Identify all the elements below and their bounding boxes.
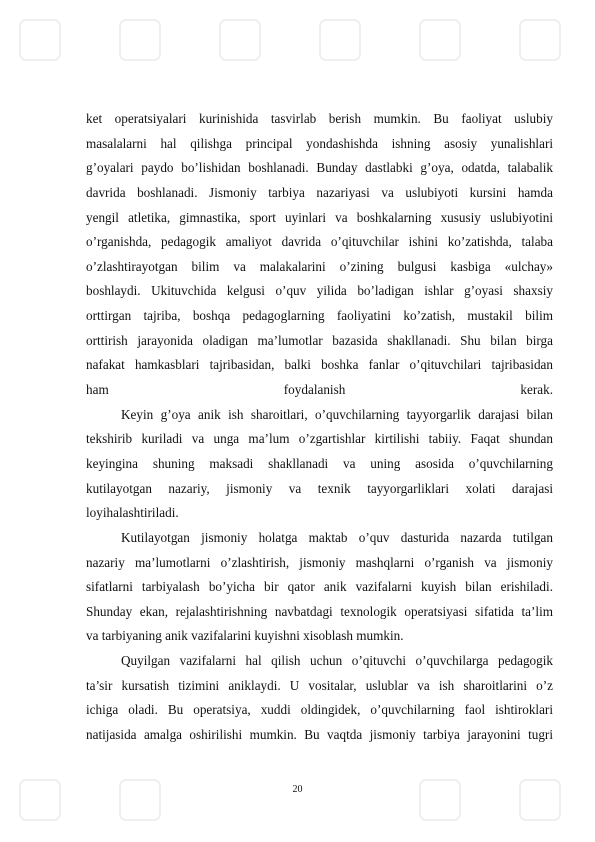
text-line: yengil atletika, gimnastika, sport uyinlari va boshkalarning xususiy uslubiyotini [86,209,553,225]
text-line: ta’sir kursatish tizimini aniklaydi. U vositalar, uslublar va ish sharoitlarini o’z [86,677,553,693]
text-line: Quyilgan vazifalarni hal qilish uchun o’qituvchi o’quvchilarga pedagogik [121,653,553,669]
text-line: Kutilayotgan jismoniy holatga maktab o’quv dasturida nazarda tutilgan [121,529,553,545]
text-line: orttirgan tajriba, boshqa pedagoglarning faoliyatini ko’zatish, mustakil bilim [86,308,553,324]
text-line: nazariy ma’lumotlarni o’zlashtirish, jismoniy mashqlarni o’rganish va jismoniy [86,554,553,570]
text-line: nafakat hamkasblari tajribasidan, balki boshka fanlar o’qituvchilari tajribasidan [86,357,553,373]
text-line: natijasida amalga oshirilishi mumkin. Bu vaqtda jismoniy tarbiya jarayonini tugri [86,727,553,743]
text-line: sifatlarni tarbiyalash bo’yicha bir qator anik vazifalarni kuyish bilan erishiladi. [86,579,553,595]
text-line: ket operatsiyalari kurinishida tasvirlab berish mumkin. Bu faoliyat uslubiy [86,111,553,126]
text-line: loyihalashtiriladi. [86,505,179,521]
text-line: g’oyalari paydo bo’lishidan boshlanadi. Bunday dastlabki g’oya, odatda, talabalik [86,160,553,176]
page-number: 20 [292,784,303,795]
text-line: kutilayotgan nazariy, jismoniy va texnik tayyorgarliklari xolati darajasi [86,480,553,496]
document-body [86,107,553,748]
text-line: ichiga oladi. Bu operatsiya, xuddi oldingidek, o’quvchilarning faol ishtiroklari [86,702,553,718]
text-line: ham foydalanish kerak. [86,382,553,398]
text-line: keyingina shuning maksadi shakllanadi va uning asosida o’quvchilarning [86,455,553,471]
text-line: masalalarni hal qilishga principal yondashishda ishning asosiy yunalishlari [86,135,553,151]
text-line: va tarbiyaning anik vazifalarini kuyishni xisoblash mumkin. [86,628,404,644]
text-line: tekshirib kuriladi va unga ma’lum o’zgartishlar kirtilishi tabiiy. Faqat shundan [86,431,553,447]
text-line: o’rganishda, pedagogik amaliyot davrida o’qituvchilar ishini ko’zatishda, talaba [86,234,553,250]
text-line: o’zlashtirayotgan bilim va malakalarini o’zining bulgusi kasbiga «ulchay» [86,258,553,274]
text-line: Keyin g’oya anik ish sharoitlari, o’quvchilarning tayyorgarlik darajasi bilan [121,406,553,422]
text-line: orttirish jarayonida oladigan ma’lumotlar bazasida shakllanadi. Shu bilan birga [86,332,553,348]
text-line: Shunday ekan, rejalashtirishning navbatdagi texnologik operatsiyasi sifatida ta’lim [86,603,553,619]
text-line: davrida boshlanadi. Jismoniy tarbiya nazariyasi va uslubiyoti kursini hamda [86,184,553,200]
text-line: boshlaydi. Ukituvchida kelgusi o’quv yilida bo’ladigan ishlar g’oyasi shaxsiy [86,283,553,299]
